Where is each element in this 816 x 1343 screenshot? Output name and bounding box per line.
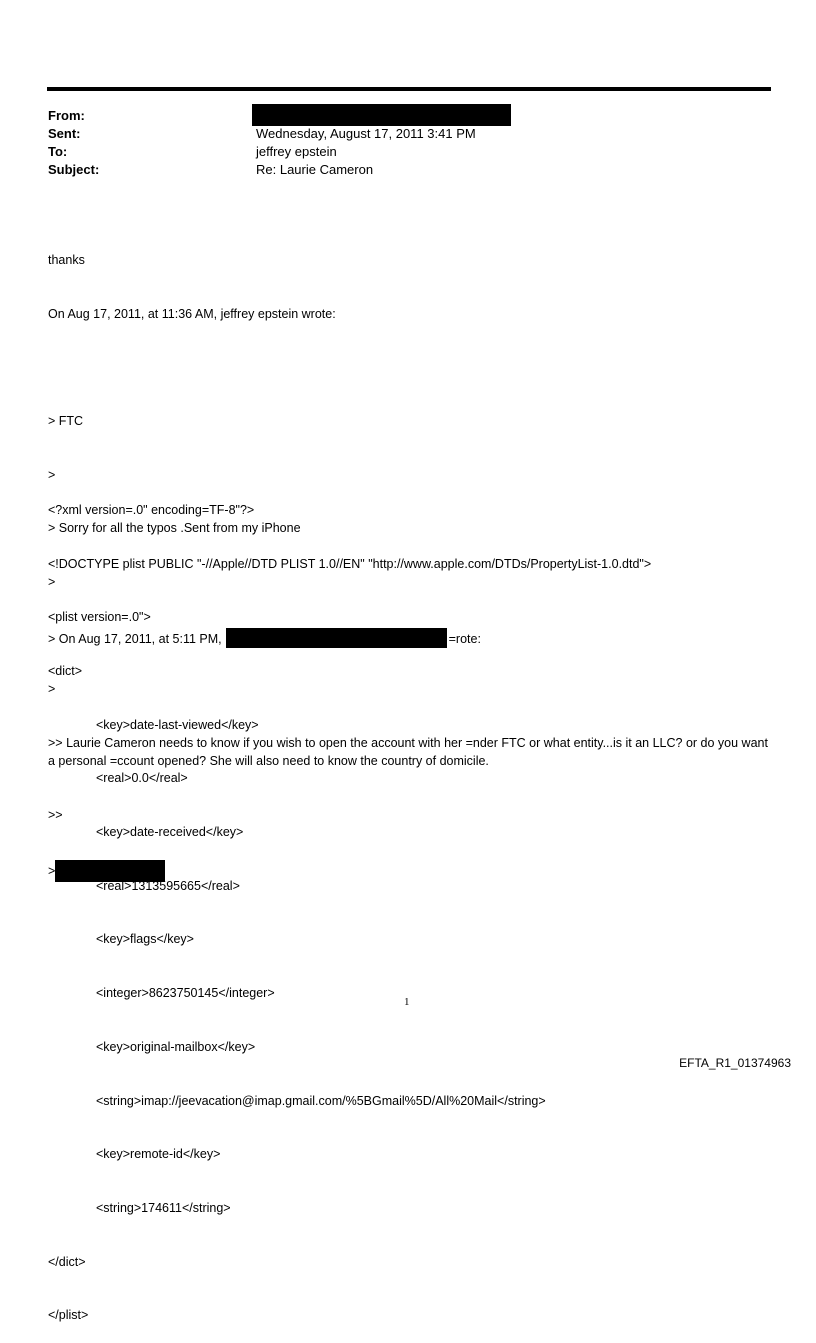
- body-line: >: [48, 682, 56, 697]
- subject-value: Re: Laurie Cameron: [256, 162, 374, 177]
- plist-line: <key>original-mailbox</key>: [96, 1039, 256, 1054]
- body-line: >>: [48, 807, 63, 822]
- body-line: On Aug 17, 2011, at 11:36 AM, jeffrey epstein wrote:: [48, 306, 336, 321]
- plist-line: <key>remote-id</key>: [96, 1147, 221, 1162]
- sent-label: Sent:: [48, 126, 81, 141]
- plist-line: <key>date-received</key>: [96, 825, 244, 840]
- body-line: >: [48, 575, 56, 590]
- quoted-header-start: > On Aug 17, 2011, at 5:11 PM,: [48, 631, 222, 646]
- subject-label: Subject:: [48, 162, 100, 177]
- plist-line: <key>date-last-viewed</key>: [96, 717, 259, 732]
- plist-line: <string>174611</string>: [96, 1200, 231, 1215]
- plist-line: <real>0.0</real>: [96, 771, 188, 786]
- bates-number: EFTA_R1_01374963: [679, 1056, 791, 1070]
- body-line: >: [48, 467, 56, 482]
- body-line: > FTC: [48, 413, 84, 428]
- plist-line: <!DOCTYPE plist PUBLIC "-//Apple//DTD PLIST 1.0//EN" "http://www.apple.com/DTDs/PropertyList-1.0.dtd">: [48, 556, 652, 571]
- plist-line: <?xml version=.0" encoding=TF-8"?>: [48, 502, 255, 517]
- to-label: To:: [48, 144, 68, 159]
- plist-line: <string>imap://jeevacation@imap.gmail.com/%5BGmail%5D/All%20Mail</string>: [96, 1093, 546, 1108]
- plist-line: <integer>8623750145</integer>: [96, 986, 275, 1001]
- body-line: thanks: [48, 252, 85, 267]
- plist-line: <real>1313595665</real>: [96, 878, 240, 893]
- header-rule: [47, 87, 771, 91]
- body-line: > Sorry for all the typos .Sent from my iPhone: [48, 521, 301, 536]
- to-value: jeffrey epstein: [256, 144, 337, 159]
- plist-line: </dict>: [48, 1254, 86, 1269]
- plist-line: <key>flags</key>: [96, 932, 194, 947]
- plist-block: [48, 466, 778, 1343]
- redaction-from: [252, 104, 511, 126]
- sent-value: Wednesday, August 17, 2011 3:41 PM: [256, 126, 476, 141]
- plist-line: </plist>: [48, 1308, 89, 1323]
- plist-line: <plist version=.0">: [48, 610, 151, 625]
- from-label: From:: [48, 108, 85, 123]
- body-paragraph: >> Laurie Cameron needs to know if you wish to open the account with her =nder FTC or what entity...is it an LLC? or do you want a personal =ccount opened? She will also need to know the country of domicile.: [48, 736, 768, 769]
- plist-line: <dict>: [48, 663, 83, 678]
- quoted-header-end: =rote:: [448, 631, 481, 646]
- page-number: 1: [404, 996, 410, 1008]
- body-line: >: [48, 860, 778, 878]
